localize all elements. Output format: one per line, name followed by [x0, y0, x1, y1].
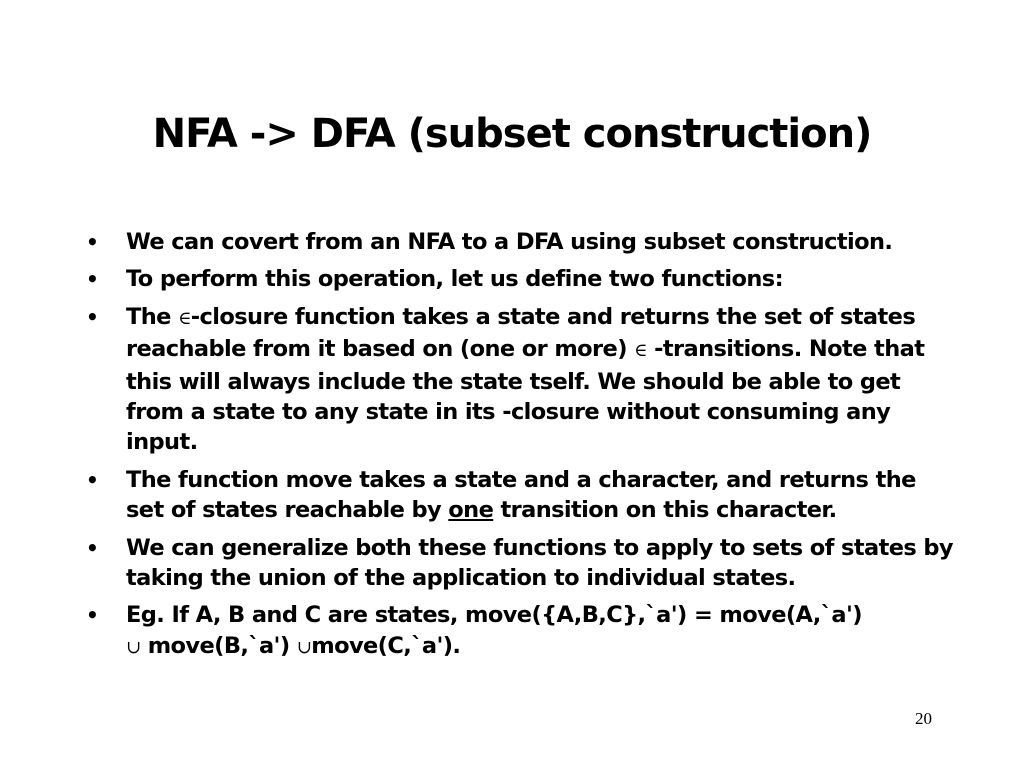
bullet-text: move(C,`a'). [311, 632, 461, 659]
union-symbol: ∪ [126, 636, 141, 658]
term-epsilon-closure: -closure [190, 303, 288, 330]
bullet-item-subset-construction [86, 227, 956, 257]
bullet-item-move-function [86, 465, 956, 526]
bullet-text: move(B,`a') [140, 632, 297, 659]
bullet-icon: • [86, 467, 99, 492]
underlined-word: one [448, 497, 494, 524]
bullet-item-epsilon-closure [86, 302, 956, 458]
bullet-text: function takes a state and returns the set of states reachable from it based on (one or more) [126, 303, 916, 363]
bullet-text: We can generalize both these functions to apply to sets of states by taking the union of the application to individual states. [126, 534, 953, 592]
bullet-text: Eg. If A, B and C are states, move({A,B,C},`a') = move(A,`a') [126, 602, 862, 629]
epsilon-symbol: ∈ [634, 340, 647, 362]
bullet-icon: • [86, 535, 99, 560]
epsilon-symbol: ∈ [178, 307, 191, 329]
bullet-icon: • [86, 304, 99, 329]
bullet-icon: • [86, 267, 99, 292]
bullet-item-generalize [86, 533, 956, 594]
bullet-text-intro: The function [126, 466, 286, 493]
page-number: 20 [915, 709, 932, 728]
bullet-text: To perform this operation, let us define two functions: [126, 266, 783, 293]
term-move: move [285, 466, 353, 493]
union-symbol: ∪ [296, 636, 312, 658]
bullet-icon: • [86, 603, 99, 628]
bullet-text: We can covert from an NFA to a DFA using subset construction. [126, 229, 893, 255]
bullet-text: transition on this character. [493, 497, 837, 524]
slide-title: NFA -> DFA (subset construction) [152, 111, 872, 157]
bullet-text-intro: The [126, 303, 179, 330]
bullet-text: -transitions. Note that this will always include the state tself. We should be able to get from a state to any state in its -closure without consuming any input. [126, 336, 925, 456]
bullet-icon: • [86, 230, 99, 254]
bullet-item-two-functions [86, 264, 956, 294]
bullet-item-example [86, 600, 956, 663]
bullet-text: takes a state and a character, and returns the set of states reachable by [126, 466, 916, 524]
bullet-list [86, 227, 956, 670]
